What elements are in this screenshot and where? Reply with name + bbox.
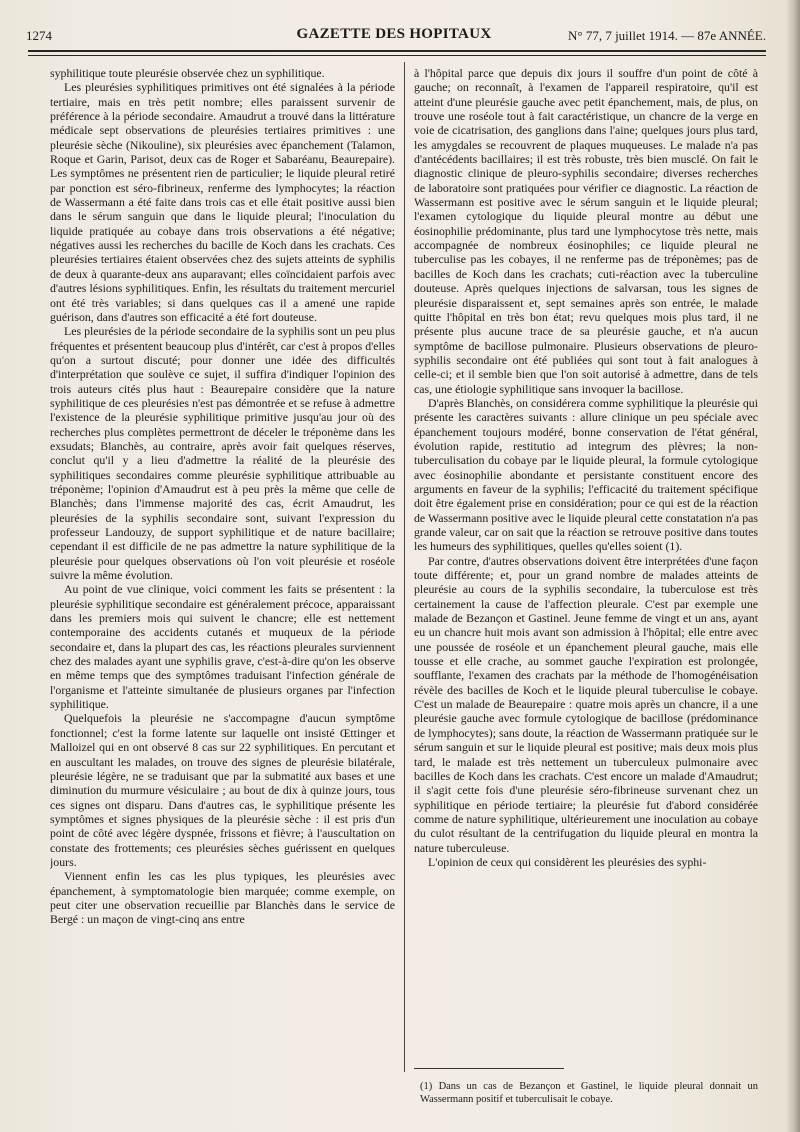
right-column [414,66,758,1071]
paragraph: Viennent enfin les cas les plus typiques, les pleurésies avec épanchement, à symptomatologie bien marquée; comme exemple, on peut citer une observation recueillie par Blanchès dans le service de Bergé : un maçon de vingt-cinq ans entre [50,869,395,927]
paragraph: à l'hôpital parce que depuis dix jours il souffre d'un point de côté à gauche; on reconnaît, à l'examen de l'appareil respiratoire, qu'il est atteint d'une pleurésie gauche avec petit épanchement, mais, de plus, on trouve une roséole tout à fait caractéristique, un chancre de la verge en voie de cicatrisation, des ganglions dans l'aine; quelques jours plus tard, les amygdales se recouvrent de plaques muqueuses. Le malade n'a pas d'antécédents bacillaires; il est très robuste, très bien musclé. On fait le diagnostic clinique de pleuro-syphilis secondaire; diverses recherches de laboratoire sont pratiquées pour vérifier ce diagnostic. La réaction de Wassermann est positive avec le sérum sanguin et le liquide pleural; l'examen cytologique du liquide pleural montre au début une éosinophilie prédominante, plus tard une lymphocytose très nette, mais accompagnée de nombreux éosinophiles; ce liquide pleural ne tuberculise pas les cobayes, il ne renferme pas de tréponèmes; pas de bacilles de Koch dans les crachats; cuti-réaction avec la tuberculine douteuse. Après quelques injections de salvarsan, tous les signes de pleurésie disparaissent et, sept semaines après son entrée, le malade quitte l'hôpital en très bon état; revu quelques mois plus tard, il ne présente plus aucune trace de sa pleurésie gauche, et n'a aucun symptôme de bacillose pulmonaire. Plusieurs observations de pleuro-syphilis secondaire ont été publiées qui sont tout à fait analogues à celle-ci; et il semble bien que l'on soit autorisé à admettre, dans de tels cas, une étiologie syphilitique sans invoquer la bacillose. [414,66,758,396]
issue-info: N° 77, 7 juillet 1914. — 87e ANNÉE. [567,28,766,43]
column-divider [404,62,405,1072]
journal-title: GAZETTE DES HOPITAUX [296,26,492,42]
page-header [22,26,766,50]
paragraph: Au point de vue clinique, voici comment les faits se présentent : la pleurésie syphilitique secondaire est généralement précoce, apparaissant dans les premiers mois qui suivent le chancre; elle est nettement contemporaine des accidents cutanés et muqueux de la période secondaire et, dans la plupart des cas, les réactions pleurales surviennent chez des malades ayant une syphilis grave, c'est-à-dire qu'on les observe en même temps que des symptômes traduisant l'infection générale de l'organisme et l'atteinte simultanée de plusieurs organes par l'infection syphilitique. [50,582,395,712]
page-number: 1274 [26,28,52,43]
paragraph: syphilitique toute pleurésie observée chez un syphilitique. [50,66,325,80]
paragraph: D'après Blanchès, on considérera comme syphilitique la pleurésie qui présente les caractères suivants : allure clinique un peu spéciale avec épanchement toujours modéré, bonne conservation de l'état général, évolution rapide, restitutio ad integrum des plèvres; la non-tuberculisation du cobaye par le liquide pleural, la formule cytologique avec éosinophilie abondante et persistante constituent encore des arguments en faveur de la syphilis; l'efficacité du traitement spécifique doit être également prise en considération; pour ce qui est de la réaction de Wassermann positive avec le liquide pleural cette constatation n'a pas grande valeur, car on sait que la réaction se retrouve positive dans toutes les humeurs des syphilitiques, quelles qu'elles soient (1). [414,395,758,554]
paragraph: Les pleurésies syphilitiques primitives ont été signalées à la période tertiaire, mais en très petit nombre; elles paraissent survenir de préférence à la période secondaire. Amaudrut a trouvé dans la littérature médicale sept observations de pleurésies tertiaires primitives : une pleurésie sèche (Nikouline), six pleurésies avec épanchement (Talamon, Roque et Garin, Parisot, deux cas de Roger et Sabaréanu, Beaurepaire). Les symptômes ne présentent rien de particulier; le liquide pleural retiré par ponction est séro-fibrineux, renferme des lymphocytes; la réaction de Wassermann a été faite dans trois cas et elle était positive aussi bien dans le sérum sanguin que dans le liquide pleural; l'inoculation du liquide pratiquée au cobaye dans trois observations a été négative; négatives aussi les recherches du bacille de Koch dans les crachats. Ces pleurésies tertiaires étaient observées chez des sujets atteints de syphilis de deux à quarante-deux ans auparavant; elles coïncidaient parfois avec d'autres lésions syphilitiques. Enfin, les résultats du traitement mercuriel ont été très variables; si dans quelques cas il a amené une rapide guérison, dans d'autres son efficacité a été fort douteuse. [50,80,395,324]
paragraph: Les pleurésies de la période secondaire de la syphilis sont un peu plus fréquentes et présentent beaucoup plus d'intérêt, car c'est à propos d'elles qu'on a surtout discuté; pour donner une idée des difficultés d'interprétation que soulève ce sujet, il suffira d'indiquer l'opinion des trois auteurs cités plus haut : Beaurepaire considère que la nature syphilitique de ces pleurésies n'est pas démontrée et se refuse à admettre l'existence de la pleurésie syphilitique primitive jusqu'au jour où des recherches plus complètes permettront de déceler le tréponème dans les exsudats; Blanchès, au contraire, après avoir fait quelques réserves, conclut qu'il y a lieu d'admettre la réalité de la pleurésie des syphilitiques secondaires comme pleurésie syphilitique attribuable au tréponème; l'opinion d'Amaudrut est à peu près la même que celle de Blanchès; dans l'immense majorité des cas, écrit Amaudrut, les pleurésies de la syphilis secondaire sont, suivant l'expression du professeur Landouzy, de support syphilitique et de nature bacillaire; cependant il est difficile de ne pas admettre la nature syphilitique de la pleurésie pour quelques observations où l'on voit pleurésie et roséole suivre la même évolution. [50,324,395,583]
paragraph: Par contre, d'autres observations doivent être interprétées d'une façon toute différente; et, pour un grand nombre de malades atteints de pleurésie au cours de la syphilis secondaire, la tuberculose est très certainement la cause de l'affection pleurale. C'est par exemple une malade de Bezançon et Gastinel. Jeune femme de vingt et un ans, ayant eu un chancre huit mois avant son admission à l'hôpital; elle entre avec une poussée de roséole et un épanchement pleural gauche, mais elle tousse et elle crache, au sommet gauche l'expiration est prolongée, soufflante, l'examen des crachats par la méthode de l'homogénéisation révèle des bacilles de Koch et le liquide pleural tuberculise le cobaye. C'est un malade de Beaurepaire : quatre mois après un chancre, il a une pleurésie gauche avec formule cytologique de bacillose (prédominance de lymphocytes); sans doute, la réaction de Wassermann pratiquée sur le sérum sanguin et sur le liquide pleural est positive; mais deux mois plus tard, le malade est très nettement un tuberculeux pulmonaire avec bacilles de Koch dans les crachats. C'est encore un malade d'Amaudrut; il s'agit cette fois d'une pleurésie séro-fibrineuse survenant chez un syphilitique en période tertiaire; la pleurésie fut d'abord considérée comme de nature syphilitique, ultérieurement une inoculation au cobaye du culot résultant de la centrifugation du liquide pleural en montra la nature tuberculeuse. [414,553,758,855]
paragraph: Quelquefois la pleurésie ne s'accompagne d'aucun symptôme fonctionnel; c'est la forme latente sur laquelle ont insisté Œttinger et Malloizel qui en ont observé 8 cas sur 22 syphilitiques. En percutant et en auscultant les malades, on trouve des signes de pleurésie bilatérale, pleurésie légère, ne se traduisant que par la submatité aux bases et une diminution du murmure vésiculaire ; au bout de dix à quinze jours, tous ces signes ont disparu. Dans d'autres cas, le syphilitique présente les symptômes et signes physiques de la pleurésie sèche : il est pris d'un point de côté avec légère dyspnée, frissons et fièvre; à l'auscultation on constate des frottements; ces pleurésies sèches guérissent en quelques jours. [50,711,395,869]
footnote-rule [414,1068,564,1069]
left-column [50,66,395,1071]
page-edge-shadow [786,0,800,1132]
header-rule-thin [28,55,766,56]
footnote: (1) Dans un cas de Bezançon et Gastinel, le liquide pleural donnait un Wassermann positif et tuberculisait le cobaye. [420,1081,758,1105]
paragraph: L'opinion de ceux qui considèrent les pleurésies des syphi- [428,854,707,869]
header-rule-thick [28,50,766,52]
